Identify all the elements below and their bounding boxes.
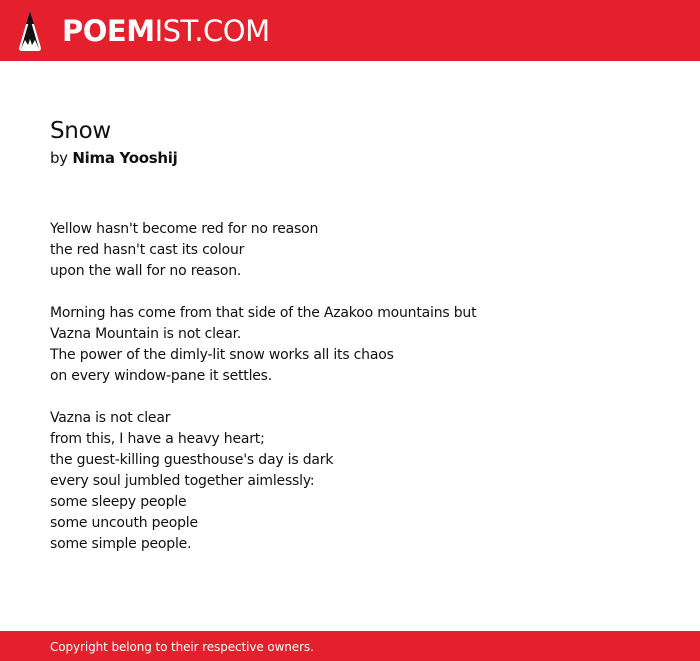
poem-line: every soul jumbled together aimlessly: (50, 473, 315, 489)
poem-stanza (50, 303, 670, 387)
copyright-text: Copyright belong to their respective owners. (50, 640, 314, 654)
poem-line: some uncouth people (50, 515, 198, 531)
poem-stanza (50, 219, 670, 282)
logo-bold-part: POEM (62, 14, 155, 48)
byline-prefix: by (50, 149, 68, 167)
poem-line: Morning has come from that side of the Azakoo mountains but (50, 305, 477, 321)
poem-line: some sleepy people (50, 494, 187, 510)
poem-line: The power of the dimly-lit snow works all its chaos (50, 347, 394, 363)
poem-title: Snow (50, 118, 111, 144)
poem-line: on every window-pane it settles. (50, 368, 273, 384)
poem-line: the guest-killing guesthouse's day is dark (50, 452, 334, 468)
site-header (0, 0, 700, 61)
poem-line: Yellow hasn't become red for no reason (50, 221, 319, 237)
poem-line: Vazna Mountain is not clear. (50, 326, 242, 342)
pencil-tip-icon[interactable] (18, 10, 42, 51)
poem-line: some simple people. (50, 536, 192, 552)
site-logo-text[interactable] (62, 13, 270, 49)
poem-line: the red hasn't cast its colour (50, 242, 245, 258)
poem-line: from this, I have a heavy heart; (50, 431, 265, 447)
poem-stanza (50, 408, 670, 555)
logo-light-part: IST.COM (154, 14, 270, 48)
poem-line: Vazna is not clear (50, 410, 171, 426)
byline (50, 148, 177, 168)
site-footer (0, 631, 700, 661)
poem-line: upon the wall for no reason. (50, 263, 242, 279)
author-name: Nima Yooshij (72, 149, 178, 167)
poem-body (50, 219, 670, 555)
